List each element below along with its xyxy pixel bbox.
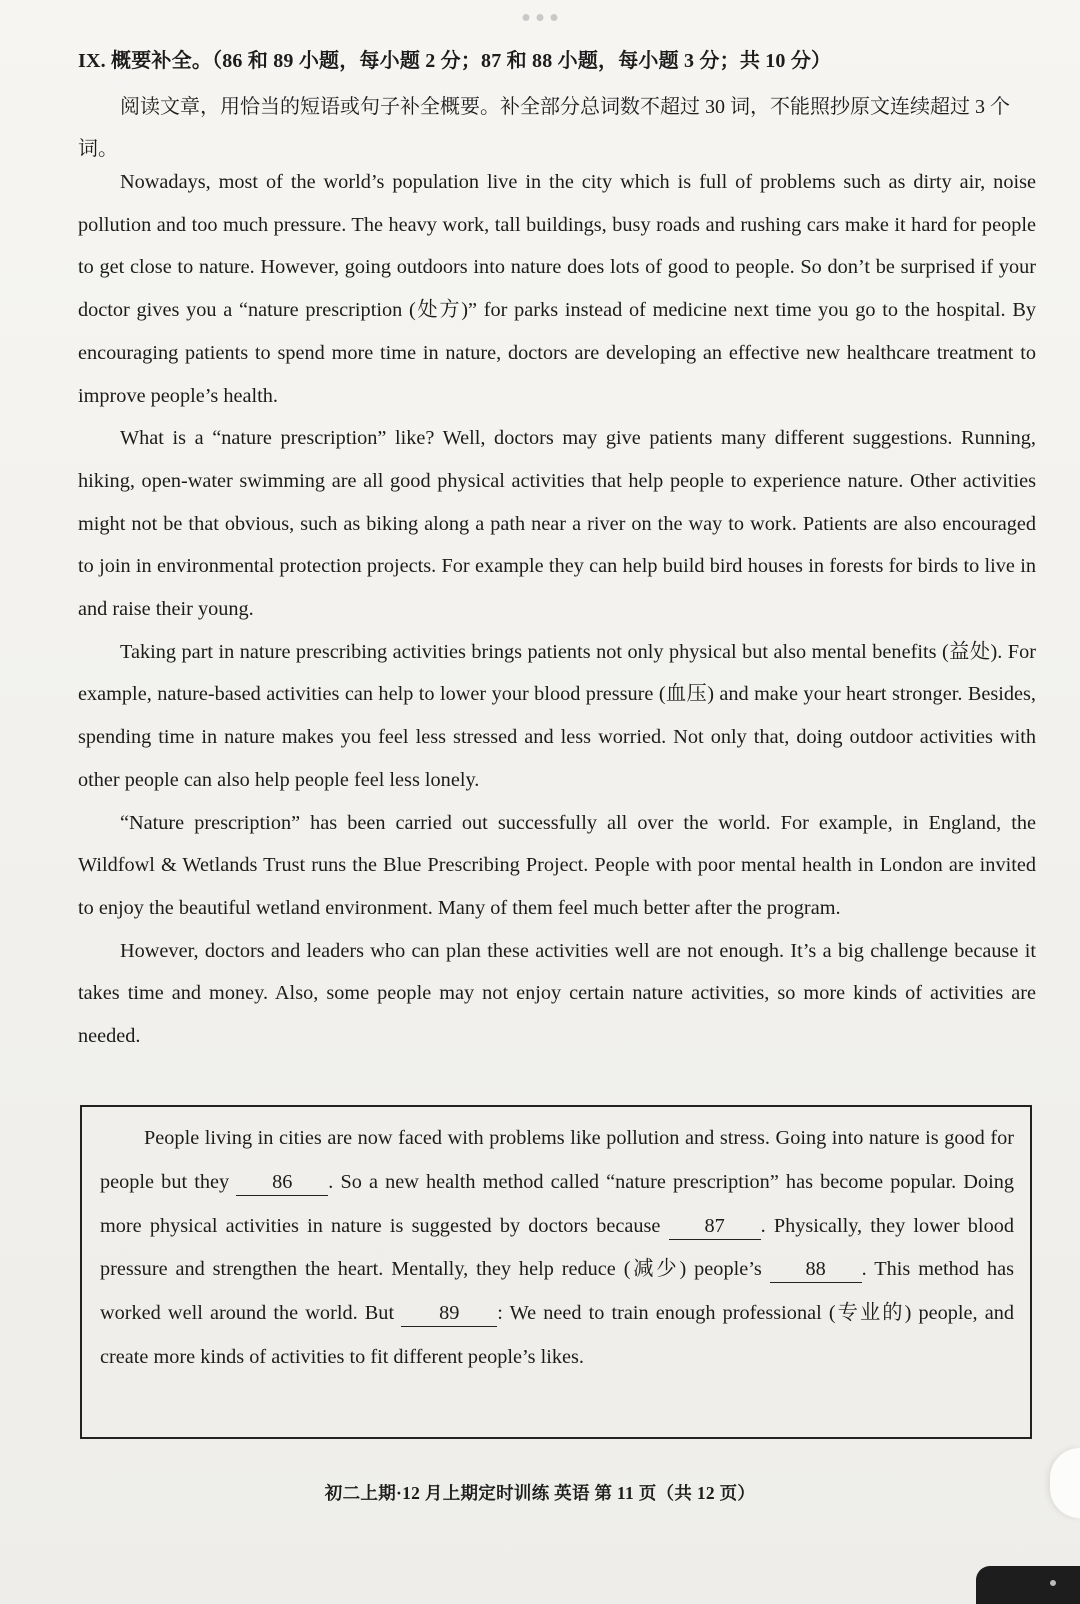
dot-icon (1050, 1580, 1056, 1586)
summary-text (100, 1117, 1014, 1380)
blank-89[interactable]: 89 (401, 1300, 497, 1327)
blank-88[interactable]: 88 (770, 1256, 862, 1283)
summary-segment: : We need to train enough professional (专业的) people, and create more kinds of activities to fit different people’s likes. (100, 1302, 1014, 1368)
page-dot (551, 14, 558, 21)
passage-paragraph: “Nature prescription” has been carried out successfully all over the world. For example, in England, the Wildfowl & Wetlands Trust runs the Blue Prescribing Project. People with poor mental health in London are invited to enjoy the beautiful wetland environment. Many of them feel much better after the program. (78, 811, 1036, 919)
blank-86[interactable]: 86 (236, 1169, 328, 1196)
section-instruction: 阅读文章，用恰当的短语或句子补全概要。补全部分总词数不超过 30 词，不能照抄原文连续超过 3 个词。 (78, 96, 1010, 160)
passage-paragraph: However, doctors and leaders who can plan these activities well are not enough. It’s a big challenge because it takes time and money. Also, some people may not enjoy certain nature activities, so more kinds of activities are needed. (78, 939, 1036, 1048)
blank-87[interactable]: 87 (669, 1213, 761, 1240)
page-dot (537, 14, 544, 21)
summary-segment: . Physically, they lower blood pressure and strengthen the heart. Mentally, they help reduce (减少) people’s (100, 1214, 1014, 1281)
page-footer: 初二上期·12 月上期定时训练 英语 第 11 页（共 12 页） (324, 1483, 756, 1503)
section-heading: IX. 概要补全。（86 和 89 小题，每小题 2 分；87 和 88 小题，每小题 3 分；共 10 分） (78, 50, 832, 72)
page-indicator (523, 14, 558, 21)
summary-segment: People living in cities are now faced with problems like pollution and stress. Going into nature is good for people but they (100, 1127, 1014, 1193)
passage-paragraph: Taking part in nature prescribing activities brings patients not only physical but also mental benefits (益处). For example, nature-based activities can help to lower your blood pressure (血压) and make your heart stronger. Besides, spending time in nature makes you feel less stressed and less worried. Not only that, doing outdoor activities with other people can also help people feel less lonely. (78, 640, 1036, 791)
corner-menu-tab[interactable] (976, 1566, 1080, 1604)
summary-segment: . This method has worked well around the world. But (100, 1258, 1014, 1325)
summary-box (80, 1105, 1032, 1439)
reading-passage (78, 161, 1036, 1058)
floating-side-handle[interactable] (1050, 1448, 1080, 1518)
page-dot (523, 14, 530, 21)
passage-paragraph: What is a “nature prescription” like? Well, doctors may give patients many different suggestions. Running, hiking, open-water swimming are all good physical activities that help people to experience nature. Other activities might not be that obvious, such as biking along a path near a river on the way to work. Patients are also encouraged to join in environmental protection projects. For example they can help build bird houses in forests for birds to live in and raise their young. (78, 427, 1036, 621)
passage-paragraph: Nowadays, most of the world’s population live in the city which is full of problems such as dirty air, noise pollution and too much pressure. The heavy work, tall buildings, busy roads and rushing cars make it hard for people to get close to nature. However, going outdoors into nature does lots of good to people. So don’t be surprised if your doctor gives you a “nature prescription (处方)” for parks instead of medicine next time you go to the hospital. By encouraging patients to spend more time in nature, doctors are developing an effective new healthcare treatment to improve people’s health. (78, 171, 1036, 407)
summary-segment: . So a new health method called “nature prescription” has become popular. Doing more physical activities in nature is suggested by doctors because (100, 1170, 1014, 1237)
